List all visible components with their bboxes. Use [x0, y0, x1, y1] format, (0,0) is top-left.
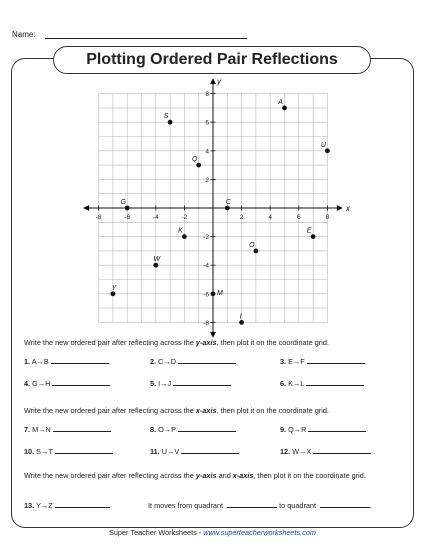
answer-blank-3[interactable] — [307, 363, 365, 364]
quadrant-from-blank[interactable] — [227, 507, 277, 508]
answer-blank-12[interactable] — [313, 453, 371, 454]
point-label-e: E — [306, 227, 312, 235]
point-label-g: G — [120, 199, 126, 206]
point-label-q: Q — [191, 156, 198, 164]
y-tick-label: -4 — [203, 262, 209, 270]
question-4: 4. G→H — [24, 379, 110, 388]
y-tick-label: 6 — [205, 119, 209, 127]
y-tick-label: -6 — [203, 291, 209, 299]
point-label-i: I — [239, 313, 242, 321]
answer-blank-9[interactable] — [308, 431, 366, 432]
y-tick-label: -2 — [203, 234, 209, 242]
question-3: 3. E→F — [280, 357, 365, 366]
x-tick-label: 2 — [239, 214, 244, 221]
answer-blank-8[interactable] — [178, 431, 236, 432]
answer-blank-2[interactable] — [178, 363, 236, 364]
question-5: 5. I→J — [150, 379, 231, 388]
answer-blank-4[interactable] — [52, 385, 110, 386]
point-o — [254, 249, 259, 254]
point-e — [311, 234, 316, 239]
x-axis-label: x — [345, 204, 350, 213]
point-g — [125, 206, 130, 211]
y-tick-label: -8 — [203, 319, 209, 327]
point-label-k: K — [178, 227, 183, 235]
x-axis-arrow-right — [337, 205, 343, 211]
answer-blank-10[interactable] — [55, 453, 113, 454]
answer-blank-1[interactable] — [51, 363, 109, 364]
answer-blank-13[interactable] — [55, 507, 110, 508]
point-y — [111, 291, 116, 296]
point-c — [225, 206, 230, 211]
y-tick-label: 4 — [205, 148, 209, 156]
footer: Super Teacher Worksheets - www.superteacherworksheets.com — [109, 528, 316, 537]
x-tick-label: -4 — [152, 214, 159, 221]
point-k — [182, 234, 187, 239]
instruction-x-axis: Write the new ordered pair after reflecting across the x-axis, then plot it on the coordinate grid. — [24, 406, 329, 415]
x-axis-arrow-left — [83, 205, 89, 211]
point-q — [196, 163, 201, 168]
y-tick-label: 8 — [205, 91, 209, 99]
question-13: 13. Y→Z — [24, 501, 110, 510]
quadrant-to-blank[interactable] — [320, 507, 370, 508]
x-tick-label: -6 — [124, 214, 131, 221]
answer-blank-6[interactable] — [306, 385, 364, 386]
answer-blank-5[interactable] — [173, 385, 231, 386]
question-1: 1. A→B — [24, 357, 109, 366]
question-6: 6. K→L — [280, 379, 364, 388]
point-label-c: C — [225, 199, 231, 206]
name-label: Name: — [12, 30, 36, 39]
question-7: 7. M→N — [24, 425, 111, 434]
x-tick-label: -2 — [181, 214, 188, 221]
x-tick-label: 4 — [268, 214, 273, 221]
quadrant-sentence: It moves from quadrant to quadrant . — [148, 501, 373, 510]
question-11: 11. U→V — [150, 447, 239, 456]
question-12: 12. W→X — [280, 447, 371, 456]
page-title: Plotting Ordered Pair Reflections — [86, 51, 338, 68]
point-s — [168, 120, 173, 125]
instruction-y-axis: Write the new ordered pair after reflecting across the y-axis, then plot it on the coordinate grid. — [24, 338, 329, 347]
answer-blank-7[interactable] — [53, 431, 111, 432]
point-label-u: U — [320, 141, 326, 149]
point-i — [239, 320, 244, 325]
point-u — [325, 148, 330, 153]
point-label-m: M — [217, 289, 223, 297]
y-axis-arrow-up — [210, 78, 216, 84]
answer-blank-11[interactable] — [181, 453, 239, 454]
question-8: 8. O→P — [150, 425, 236, 434]
x-tick-label: 6 — [296, 214, 301, 221]
x-tick-label: -8 — [95, 214, 102, 221]
point-m — [211, 291, 216, 296]
point-a — [282, 106, 287, 111]
point-label-a: A — [278, 98, 283, 106]
y-axis-label: y — [217, 77, 221, 87]
question-9: 9. Q→R — [280, 425, 366, 434]
point-label-w: W — [153, 256, 161, 264]
point-label-s: S — [163, 113, 169, 121]
point-w — [153, 263, 158, 268]
x-tick-label: 8 — [325, 214, 330, 221]
y-tick-label: 2 — [205, 176, 209, 184]
footer-link[interactable]: www.superteacherworksheets.com — [203, 528, 316, 537]
question-10: 10. S→T — [24, 447, 113, 456]
point-label-y: Y — [111, 284, 117, 292]
instruction-both-axes: Write the new ordered pair after reflecting across the y-axis and x-axis, then plot it on the coordinate grid. — [24, 471, 366, 480]
question-2: 2. C→D — [150, 357, 236, 366]
point-label-o: O — [249, 241, 255, 249]
